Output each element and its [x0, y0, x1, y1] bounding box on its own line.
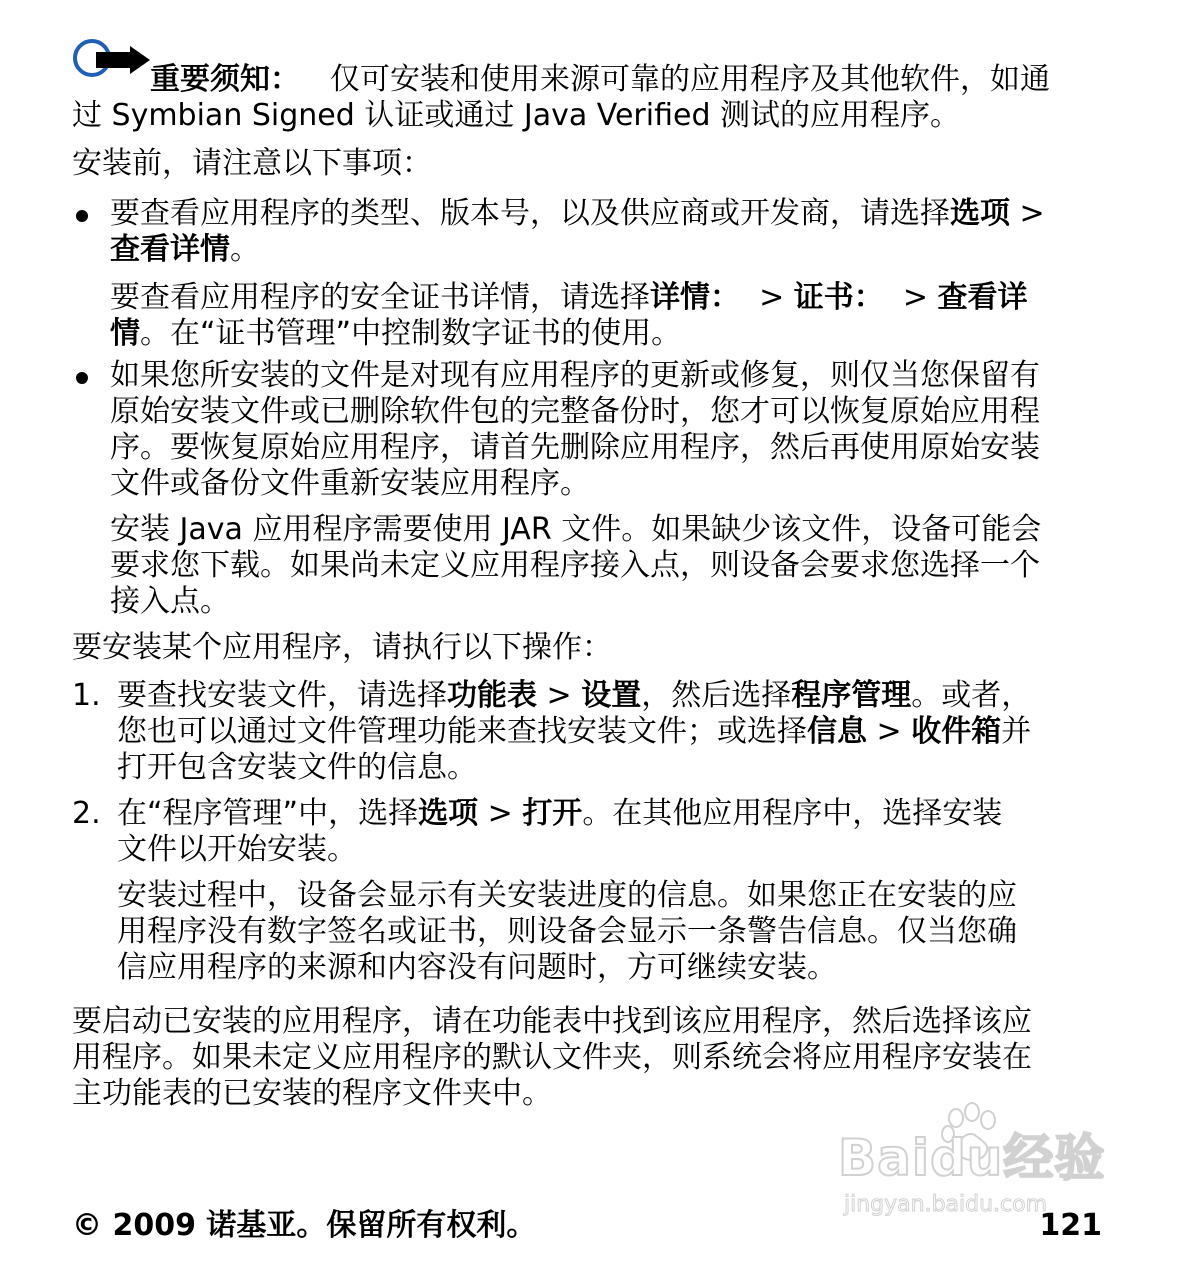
- step-2-number: 2.: [72, 796, 101, 831]
- install-progress-line: 安装过程中，设备会显示有关安装进度的信息。如果您正在安装的应: [117, 878, 1017, 913]
- java-line: 接入点。: [110, 584, 230, 619]
- step-2-text: 文件以开始安装。: [117, 832, 357, 867]
- view-details-ref-cont: 情: [110, 316, 140, 351]
- options-menu-ref: 选项: [950, 196, 1010, 231]
- menu-separator: >: [883, 280, 938, 315]
- baidu-url-text: jingyan.baidu.com: [844, 1192, 1048, 1217]
- closing-line: 主功能表的已安装的程序文件夹中。: [72, 1076, 552, 1111]
- view-details-ref: 查看详情: [110, 232, 230, 267]
- closing-paragraph: [72, 1004, 1112, 1112]
- copyright: © 2009 诺基亚。保留所有权利。: [72, 1208, 537, 1243]
- bullet-2-paragraph-2: [110, 512, 1110, 620]
- notice-text-line2: 过 Symbian Signed 认证或通过 Java Verified 测试的应用程序。: [72, 98, 961, 133]
- step-2-paragraph: [117, 796, 1110, 868]
- menu-separator: >: [537, 678, 582, 713]
- cert-text: 要查看应用程序的安全证书详情，请选择: [110, 280, 650, 315]
- bullet-2-line: 原始安装文件或已删除软件包的完整备份时，您才可以恢复原始应用程: [110, 394, 1040, 429]
- step-1-text: 您也可以通过文件管理功能来查找安装文件；或选择: [117, 714, 807, 749]
- notice-paragraph: [72, 62, 1112, 134]
- open-ref: 打开: [522, 796, 583, 831]
- messaging-ref: 信息: [807, 714, 867, 749]
- step-1-text: 并: [1001, 714, 1032, 749]
- bullet-1-dot: [76, 210, 88, 222]
- notice-text-line1: 仅可安装和使用来源可靠的应用程序及其他软件，如通: [330, 62, 1050, 97]
- step-1-number: 1.: [72, 678, 101, 713]
- closing-line: 要启动已安装的应用程序，请在功能表中找到该应用程序，然后选择该应: [72, 1004, 1032, 1039]
- details-menu-ref: 详情：: [650, 280, 740, 315]
- menu-separator: >: [478, 796, 523, 831]
- bullet-1-paragraph-2: [110, 280, 1110, 352]
- options-menu-ref: 选项: [418, 796, 479, 831]
- closing-line: 用程序。如果未定义应用程序的默认文件夹，则系统会将应用程序安装在: [72, 1040, 1032, 1075]
- step-2-text: 。在其他应用程序中，选择安装: [582, 796, 1003, 831]
- step-2-text: 在“程序管理”中，选择: [117, 796, 419, 831]
- step-1-text: ，然后选择: [641, 678, 792, 713]
- step-1-text: 。或者，: [911, 678, 1032, 713]
- bullet-2-line: 文件或备份文件重新安装应用程序。: [110, 466, 590, 501]
- intro-text: 安装前，请注意以下事项：: [72, 146, 432, 181]
- install-progress-line: 用程序没有数字签名或证书，则设备会显示一条警告信息。仅当您确: [117, 914, 1017, 949]
- bullet-1-text-end: 。: [230, 232, 260, 267]
- install-progress-line: 信应用程序的来源和内容没有问题时，方可继续安装。: [117, 950, 837, 985]
- bullet-2-dot: [76, 372, 88, 384]
- java-line: 安装 Java 应用程序需要使用 JAR 文件。如果缺少该文件，设备可能会: [110, 512, 1042, 547]
- view-details-ref: 查看详: [937, 280, 1028, 315]
- step-1-paragraph: [117, 678, 1110, 786]
- bullet-2-line: 序。要恢复原始应用程序，请首先删除应用程序，然后再使用原始安装: [110, 430, 1040, 465]
- bullet-1-paragraph-1: [110, 196, 1110, 268]
- menu-ref: 功能表: [447, 678, 537, 713]
- step-1-text: 要查找安装文件，请选择: [117, 678, 447, 713]
- bullet-1-text: 要查看应用程序的类型、版本号，以及供应商或开发商，请选择: [110, 196, 950, 231]
- java-line: 要求您下载。如果尚未定义应用程序接入点，则设备会要求您选择一个: [110, 548, 1040, 583]
- settings-ref: 设置: [581, 678, 642, 713]
- cert-text-end: 。在“证书管理”中控制数字证书的使用。: [140, 316, 682, 351]
- step-1-text: 打开包含安装文件的信息。: [117, 750, 477, 785]
- notice-heading: 重要须知：: [150, 62, 300, 97]
- steps-intro: 要安装某个应用程序，请执行以下操作：: [72, 630, 612, 665]
- step-2-paragraph-2: [117, 878, 1110, 986]
- inbox-ref: 收件箱: [911, 714, 1002, 749]
- certificate-menu-ref: 证书：: [793, 280, 884, 315]
- menu-separator: >: [1010, 196, 1045, 231]
- app-manager-ref: 程序管理: [791, 678, 912, 713]
- bullet-2-paragraph-1: [110, 358, 1110, 502]
- page-number: 121: [1039, 1208, 1102, 1243]
- menu-separator: >: [867, 714, 912, 749]
- baidu-logo-text: Baidu经验: [838, 1129, 1106, 1187]
- menu-separator: >: [740, 280, 794, 315]
- bullet-2-line: 如果您所安装的文件是对现有应用程序的更新或修复，则仅当您保留有: [110, 358, 1040, 393]
